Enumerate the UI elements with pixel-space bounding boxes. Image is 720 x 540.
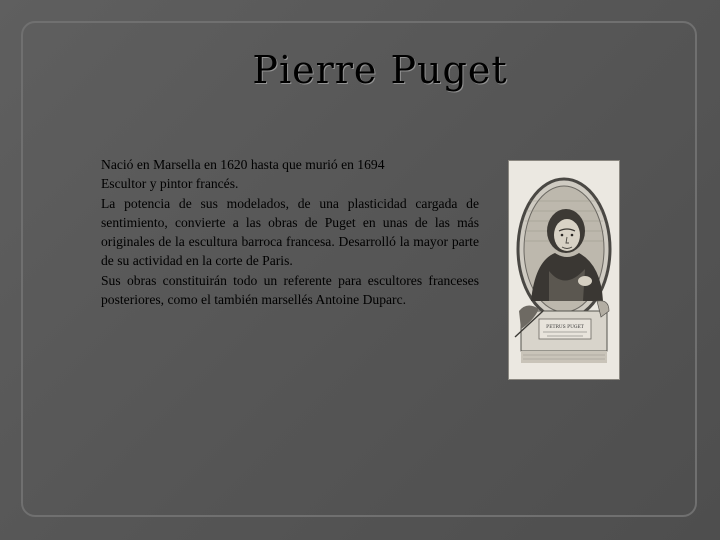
paragraph-profession: Escultor y pintor francés. xyxy=(101,176,239,192)
slide-title: Pierre Puget xyxy=(252,48,508,92)
paragraph-style: La potencia de sus modelados, de una plasticidad cargada de sentimiento, convierte a las obras de Puget en unas de las más originales de la escultura barroca francesa. Desarrolló la mayor parte de su actividad en la corte de Paris. xyxy=(101,195,479,269)
paragraph-legacy: Sus obras constituirán todo un referente para escultores franceses posteriores, como el también marsellés Antoine Duparc. xyxy=(101,272,479,308)
body-text xyxy=(101,155,479,309)
portrait-image xyxy=(508,160,620,380)
portrait-plaque-text: PETRUS PUGET xyxy=(546,325,584,330)
engraved-portrait-icon xyxy=(509,161,619,379)
paragraph-birth: Nació en Marsella en 1620 hasta que murió en 1694 xyxy=(101,157,385,172)
